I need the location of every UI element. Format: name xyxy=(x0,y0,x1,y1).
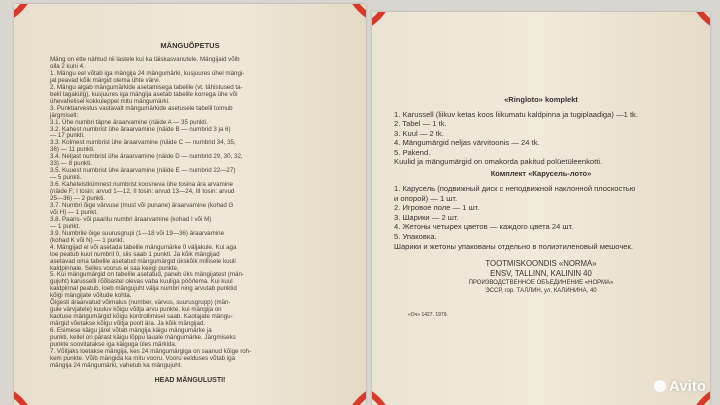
maker-name-russian: ПРОИЗВОДСТВЕННОЕ ОБЪЕДИНЕНИЕ «НОРМА» xyxy=(468,280,614,286)
left-line: 4. Mängijad ei või asetada tabelile mängumärke 0 väljakule. Kui aga xyxy=(50,243,237,251)
left-line: — 5 punkti. xyxy=(50,174,82,182)
rus-line: 3. Шарики — 2 шт. xyxy=(394,212,459,222)
left-line: kaldpinnal peatub, loeb mängujuht välja numbri ning arvutab punktid xyxy=(50,285,237,293)
est-line: Kuulid ja mängumärgid on omakorda pakitud polüetüleenkotti. xyxy=(394,157,603,166)
rus-line: и опорой) — 1 шт. xyxy=(394,193,458,203)
rus-line: 1. Карусель (подвижный диск с неподвижной наклонной плоскостью xyxy=(394,184,636,193)
instructions-title: MÄNGUÕPETUS xyxy=(160,41,220,50)
russian-kit-title: Комплект «Карусель-лото» xyxy=(490,169,592,178)
left-line: 3.4. Neljast numbrist ühe äraarvamine (näide D — numbrid 29, 30, 32, xyxy=(50,153,243,161)
left-line: 3.7. Numbri õige värvuse (must või punane) äraarvamine (kohad G xyxy=(50,201,234,209)
left-instruction-sheet xyxy=(14,4,366,405)
left-line: või H) — 1 punkt. xyxy=(50,208,98,216)
left-line: 3.8. Paaris- või paaritu numbri äraarvamine (kohad I või M) xyxy=(50,215,212,223)
left-line: gule värvjatele) kuuluv kõigu võitja arvu punkte, kui mängija on xyxy=(50,306,222,314)
est-line: 1. Karussell (liikuv ketas koos liikumatu kaldpinna ja tugiplaadiga) —1 tk. xyxy=(394,110,638,119)
left-line: asetavad oma tabelile asetatud mängumärgid ükskõik millisele kuuli xyxy=(50,257,236,265)
left-line: belil tagakülg), kusjuures iga mängija asetab tabelile korrega ühe või xyxy=(50,90,238,98)
left-line: — 1 punkt. xyxy=(50,222,80,230)
left-line: 3.6. Kaheteistkümnest numbrist koosneva ühe tosina ära arvamine xyxy=(50,181,233,189)
left-line: 33) — 8 punkti. xyxy=(50,160,92,168)
avito-watermark xyxy=(654,378,706,395)
left-line: gujuht) karusselli rõõbastel olevas vaba kuuliga pöörlema. Kui kuul xyxy=(50,278,233,286)
watermark-text: Avito xyxy=(669,378,706,395)
left-line: Mäng on ette nähtud nii lastele kui ka täiskasvanutele. Mängijaid võib xyxy=(50,56,240,63)
left-line: (kohad K või N) — 1 punkt. xyxy=(50,236,125,244)
corner-arcs-top-left xyxy=(372,12,422,62)
left-line: ühevahelisel kokkuleppel mitu mängumärki. xyxy=(50,97,170,105)
rus-line: 5. Упаковка. xyxy=(394,232,437,241)
left-line: märgid võetakse kõigu võitja poolt ära. Ja kõik mängijad. xyxy=(50,320,206,328)
left-line: olla 2 kuni 4. xyxy=(50,62,85,70)
rus-line: Шарики и жетоны упакованы отдельно в полиэтиленовый мешочек. xyxy=(394,241,633,251)
corner-arcs-top-right xyxy=(660,12,710,62)
left-line: 3. Punktiarvestus vastavalt mängumärkide asetusele tabelil toimub xyxy=(50,104,233,112)
avito-logo-icon xyxy=(654,380,666,392)
left-line: 36) — 11 punkti. xyxy=(50,146,95,154)
left-line: 25—36) — 2 punkti. xyxy=(50,195,106,202)
left-line: 3.9. Numbrile õige suurusgrupi (1—18 või 19—36) äraarvamine xyxy=(50,229,225,237)
left-line: 1. Mängu eel võtab iga mängija 24 mängumärki, kusjuures ühel mängi- xyxy=(50,69,245,77)
left-line: 2. Mängu algab mängumärkide asetamisega tabelile (vt. tähistused ta- xyxy=(50,83,243,91)
left-line: (näide F; I tosin: arvud 1—12, II tosin: arvud 13—24, III tosin: arvud xyxy=(50,188,235,196)
print-code: «Оч» 1427. 1979. xyxy=(408,312,448,318)
est-line: 4. Mängumärgid neljas värvitoonis — 24 tk. xyxy=(394,138,540,148)
closing-line: HEAD MÄNGULUSTI! xyxy=(154,377,226,384)
left-line: 3.2. Kahest numbrist ühe äraarvamine (näide B — numbrid 3 ja 6) xyxy=(50,125,231,133)
maker-address-estonian: ENSV, TALLINN, KALININ 40 xyxy=(490,269,592,278)
left-line: järgmiselt: xyxy=(50,111,79,119)
left-line: Õigesti äraarvatud võimalus (number, värvus, suurusgrupp) (män- xyxy=(50,299,231,307)
left-line: punkti, kellel on pärast käigu lõppu lauale mängumärke. Järgmiseks xyxy=(50,334,236,341)
left-line: — 17 punkti. xyxy=(50,132,85,140)
left-line: 3.3. Kolmest numbrist ühe äraarvamine (näide C — numbrid 34, 35, xyxy=(50,139,236,147)
left-line: 7. Võitjaks loetakse mängija, kes 24 mängumärgiga on saanud kõige roh- xyxy=(50,347,252,355)
maker-name-estonian: TOOTMISKOONDIS «NORMA» xyxy=(485,259,597,268)
left-line: jal peavad kõik märgid olema ühte värvi. xyxy=(50,76,161,84)
left-line: loe peatub kuul numbril 0, siis saab 1 punkti. Ja kõik mängijad xyxy=(50,250,220,258)
left-line: kõigi mängijate võitude kohta. xyxy=(50,292,132,300)
rus-line: 4. Жетоны четырех цветов — каждого цвета 24 шт. xyxy=(394,222,574,232)
left-line: 3.1. Ühe numbri täpne äraarvamine (näide A — 35 punkti. xyxy=(50,118,208,126)
rus-line: 2. Игровое поле — 1 шт. xyxy=(394,203,480,213)
left-line: kem punkte. Võib mängida ka mitu vooru. Vooru eelduses võtab iga xyxy=(50,354,236,362)
corner-arcs-bottom-left xyxy=(372,355,422,405)
left-line: kaotuse mängumärgid kõigu kontrollimisel saab. Kaotajate mängu- xyxy=(50,313,233,321)
estonian-kit-title: «Ringloto» komplekt xyxy=(504,95,578,104)
left-line: kaldpinnale. Selles voorus ei saa keegi punkte. xyxy=(50,264,179,272)
right-contents-sheet xyxy=(372,12,710,405)
left-line: 6. Esimese käigu järel võtab mängija käigu mängumärke ja xyxy=(50,327,212,335)
left-line: mängija 24 mängumärki, vahetub ka mängujuht. xyxy=(50,361,183,369)
est-line: 2. Tabel — 1 tk. xyxy=(394,119,447,129)
maker-address-russian: ЭССР, гор. ТАЛЛИН, ул. КАЛИНИНА, 40 xyxy=(485,288,597,294)
est-line: 5. Pakend. xyxy=(394,147,431,157)
left-line: 5. Kui mängumärgid on tabelile asetatud, paneb üks mängijatest (män- xyxy=(50,271,244,279)
est-line: 3. Kuul — 2 tk. xyxy=(394,128,444,138)
left-line: 3.5. Kuuest numbrist ühe äraarvamine (näide E — numbrid 22—27) xyxy=(50,167,236,175)
left-line: punkte soovitatakse iga käiguga üles märkida. xyxy=(50,340,177,348)
